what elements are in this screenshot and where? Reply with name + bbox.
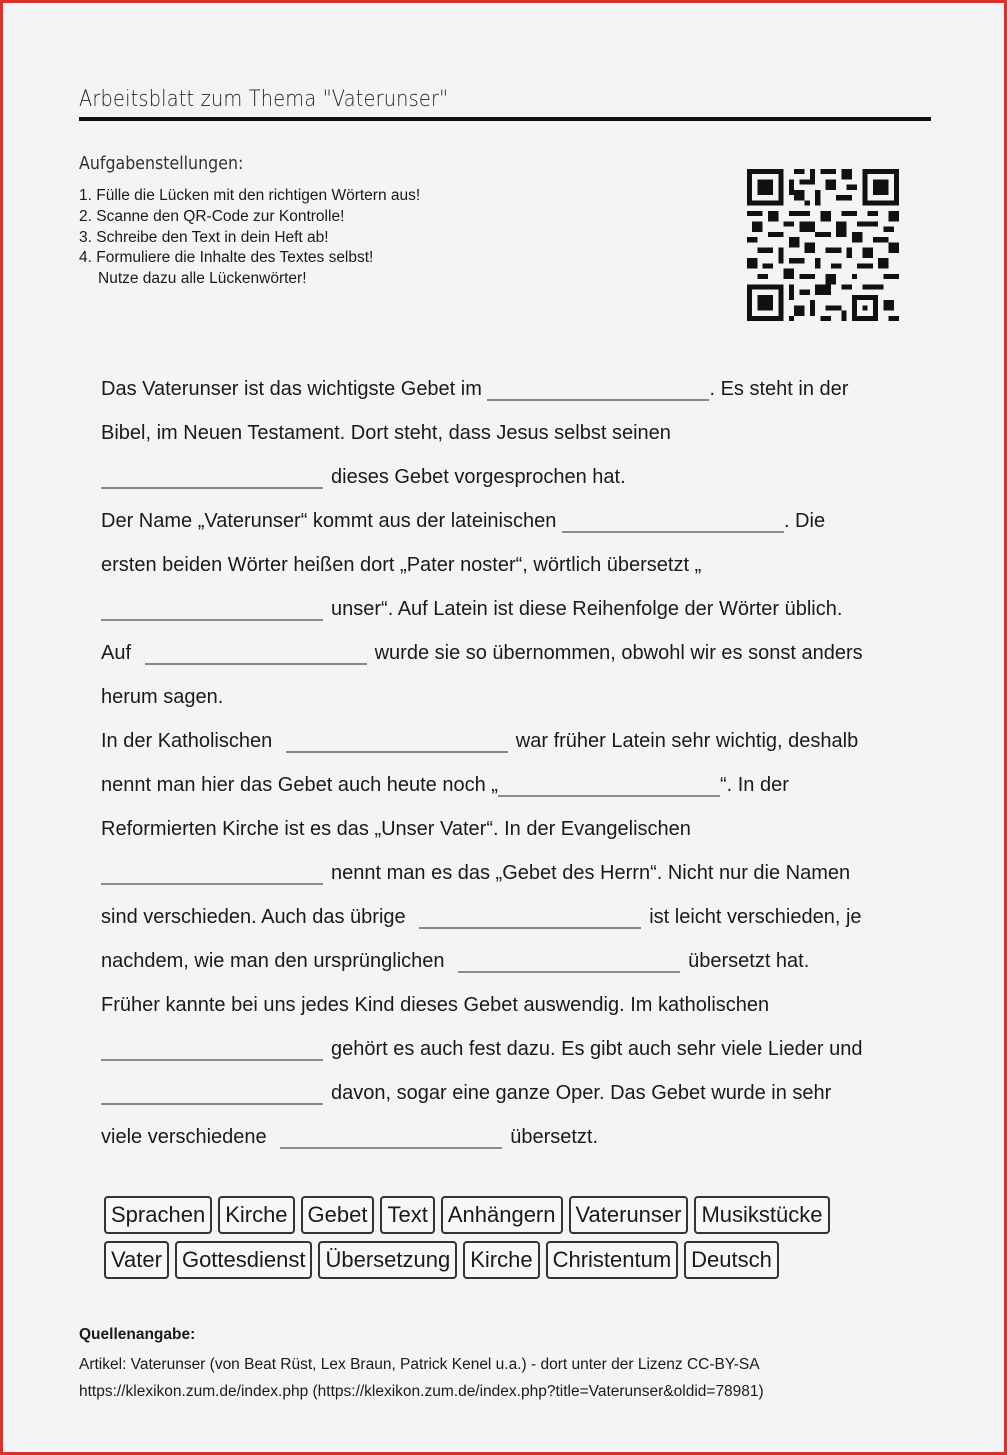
text-segment: unser“. Auf Latein ist diese Reihenfolge der Wörter üblich. <box>331 598 843 620</box>
text-segment: nennt man es das „Gebet des Herrn“. Nicht nur die Namen <box>331 862 851 884</box>
text-line <box>101 367 931 411</box>
word-chip-vater[interactable]: Vater <box>104 1241 169 1279</box>
task-item: 4. Formuliere die Inhalte des Textes selbst! <box>79 249 374 267</box>
word-chip-kirche[interactable]: Kirche <box>218 1196 294 1234</box>
word-bank-row <box>104 1241 904 1281</box>
blank-field[interactable] <box>101 465 323 489</box>
word-chip-text[interactable]: Text <box>380 1196 434 1234</box>
text-segment: nennt man hier das Gebet auch heute noch „ <box>101 774 498 796</box>
text-segment: sind verschieden. Auch das übrige <box>101 906 406 928</box>
text-segment: übersetzt. <box>510 1126 599 1148</box>
text-segment: Das Vaterunser ist das wichtigste Gebet im <box>101 378 482 400</box>
text-segment: . Es steht in der <box>709 378 849 400</box>
text-segment: viele verschiedene <box>101 1126 267 1148</box>
blank-field[interactable] <box>286 729 508 753</box>
text-segment: ersten beiden Wörter heißen dort „Pater noster“, wörtlich übersetzt „ <box>101 554 702 576</box>
title-divider <box>79 117 931 121</box>
text-line <box>101 1115 931 1159</box>
cloze-text <box>101 367 931 1159</box>
blank-field[interactable] <box>562 509 784 533</box>
word-chip-gottesdienst[interactable]: Gottesdienst <box>175 1241 313 1279</box>
word-chip-deutsch[interactable]: Deutsch <box>684 1241 779 1279</box>
text-line <box>101 455 931 499</box>
page-title: Arbeitsblatt zum Thema "Vaterunser" <box>79 87 449 112</box>
word-chip-christentum[interactable]: Christentum <box>546 1241 679 1279</box>
text-line <box>101 983 931 1027</box>
text-segment: übersetzt hat. <box>688 950 810 972</box>
word-bank <box>104 1196 904 1286</box>
blank-field[interactable] <box>498 773 720 797</box>
blank-field[interactable] <box>487 377 709 401</box>
word-chip-kirche-2[interactable]: Kirche <box>463 1241 539 1279</box>
blank-field[interactable] <box>458 949 680 973</box>
text-line <box>101 587 931 631</box>
task-list <box>79 186 420 290</box>
text-segment: nachdem, wie man den ursprünglichen <box>101 950 445 972</box>
text-segment: ist leicht verschieden, je <box>649 906 862 928</box>
text-line <box>101 499 931 543</box>
source-link[interactable]: https://klexikon.zum.de/index.php (https://klexikon.zum.de/index.php?title=Vaterunser&oldid=78981) <box>79 1383 764 1400</box>
blank-field[interactable] <box>101 1037 323 1061</box>
text-segment: dieses Gebet vorgesprochen hat. <box>331 466 626 488</box>
source-article: Artikel: Vaterunser (von Beat Rüst, Lex Braun, Patrick Kenel u.a.) - dort unter der Lizenz CC-BY-SA <box>79 1356 760 1373</box>
text-line <box>101 807 931 851</box>
word-chip-vaterunser[interactable]: Vaterunser <box>569 1196 689 1234</box>
text-line <box>101 939 931 983</box>
text-segment: “. In der <box>719 774 789 796</box>
text-segment: Auf <box>101 642 132 664</box>
text-segment: herum sagen. <box>101 686 224 708</box>
task-item: 1. Fülle die Lücken mit den richtigen Wörtern aus! <box>79 187 421 204</box>
text-line <box>101 543 931 587</box>
text-line <box>101 675 931 719</box>
tasks-heading: Aufgabenstellungen: <box>79 153 244 174</box>
text-line <box>101 763 931 807</box>
text-segment: . Die <box>783 510 826 532</box>
qr-code-icon[interactable] <box>747 169 899 321</box>
text-segment: In der Katholischen <box>101 730 273 752</box>
word-chip-anhaengern[interactable]: Anhängern <box>441 1196 563 1234</box>
task-item: 2. Scanne den QR-Code zur Kontrolle! <box>79 207 345 225</box>
text-line <box>101 851 931 895</box>
word-chip-uebersetzung[interactable]: Übersetzung <box>318 1241 457 1279</box>
text-segment: Reformierten Kirche ist es das „Unser Vater“. In der Evangelischen <box>101 818 691 840</box>
word-chip-sprachen[interactable]: Sprachen <box>104 1196 212 1234</box>
text-line <box>101 719 931 763</box>
task-item: Nutze dazu alle Lückenwörter! <box>98 270 307 288</box>
blank-field[interactable] <box>101 597 323 621</box>
text-segment: Früher kannte bei uns jedes Kind dieses Gebet auswendig. Im katholischen <box>101 994 770 1016</box>
text-segment: Der Name „Vaterunser“ kommt aus der lateinischen <box>101 510 557 532</box>
text-segment: davon, sogar eine ganze Oper. Das Gebet wurde in sehr <box>331 1082 832 1104</box>
text-line <box>101 631 931 675</box>
word-chip-gebet[interactable]: Gebet <box>301 1196 375 1234</box>
text-line <box>101 1071 931 1115</box>
task-item: 3. Schreibe den Text in dein Heft ab! <box>79 228 329 246</box>
blank-field[interactable] <box>145 641 367 665</box>
text-segment: gehört es auch fest dazu. Es gibt auch sehr viele Lieder und <box>331 1038 863 1060</box>
text-line <box>101 411 931 455</box>
word-chip-musikstuecke[interactable]: Musikstücke <box>694 1196 829 1234</box>
text-line <box>101 1027 931 1071</box>
blank-field[interactable] <box>101 861 323 885</box>
blank-field[interactable] <box>280 1125 502 1149</box>
blank-field[interactable] <box>419 905 641 929</box>
source-heading: Quellenangabe: <box>79 1326 196 1343</box>
blank-field[interactable] <box>101 1081 323 1105</box>
word-bank-row <box>104 1196 904 1236</box>
text-segment: war früher Latein sehr wichtig, deshalb <box>515 730 859 752</box>
text-line <box>101 895 931 939</box>
text-segment: wurde sie so übernommen, obwohl wir es sonst anders <box>374 642 863 664</box>
source-citation <box>79 1324 764 1405</box>
text-segment: Bibel, im Neuen Testament. Dort steht, dass Jesus selbst seinen <box>101 422 671 444</box>
